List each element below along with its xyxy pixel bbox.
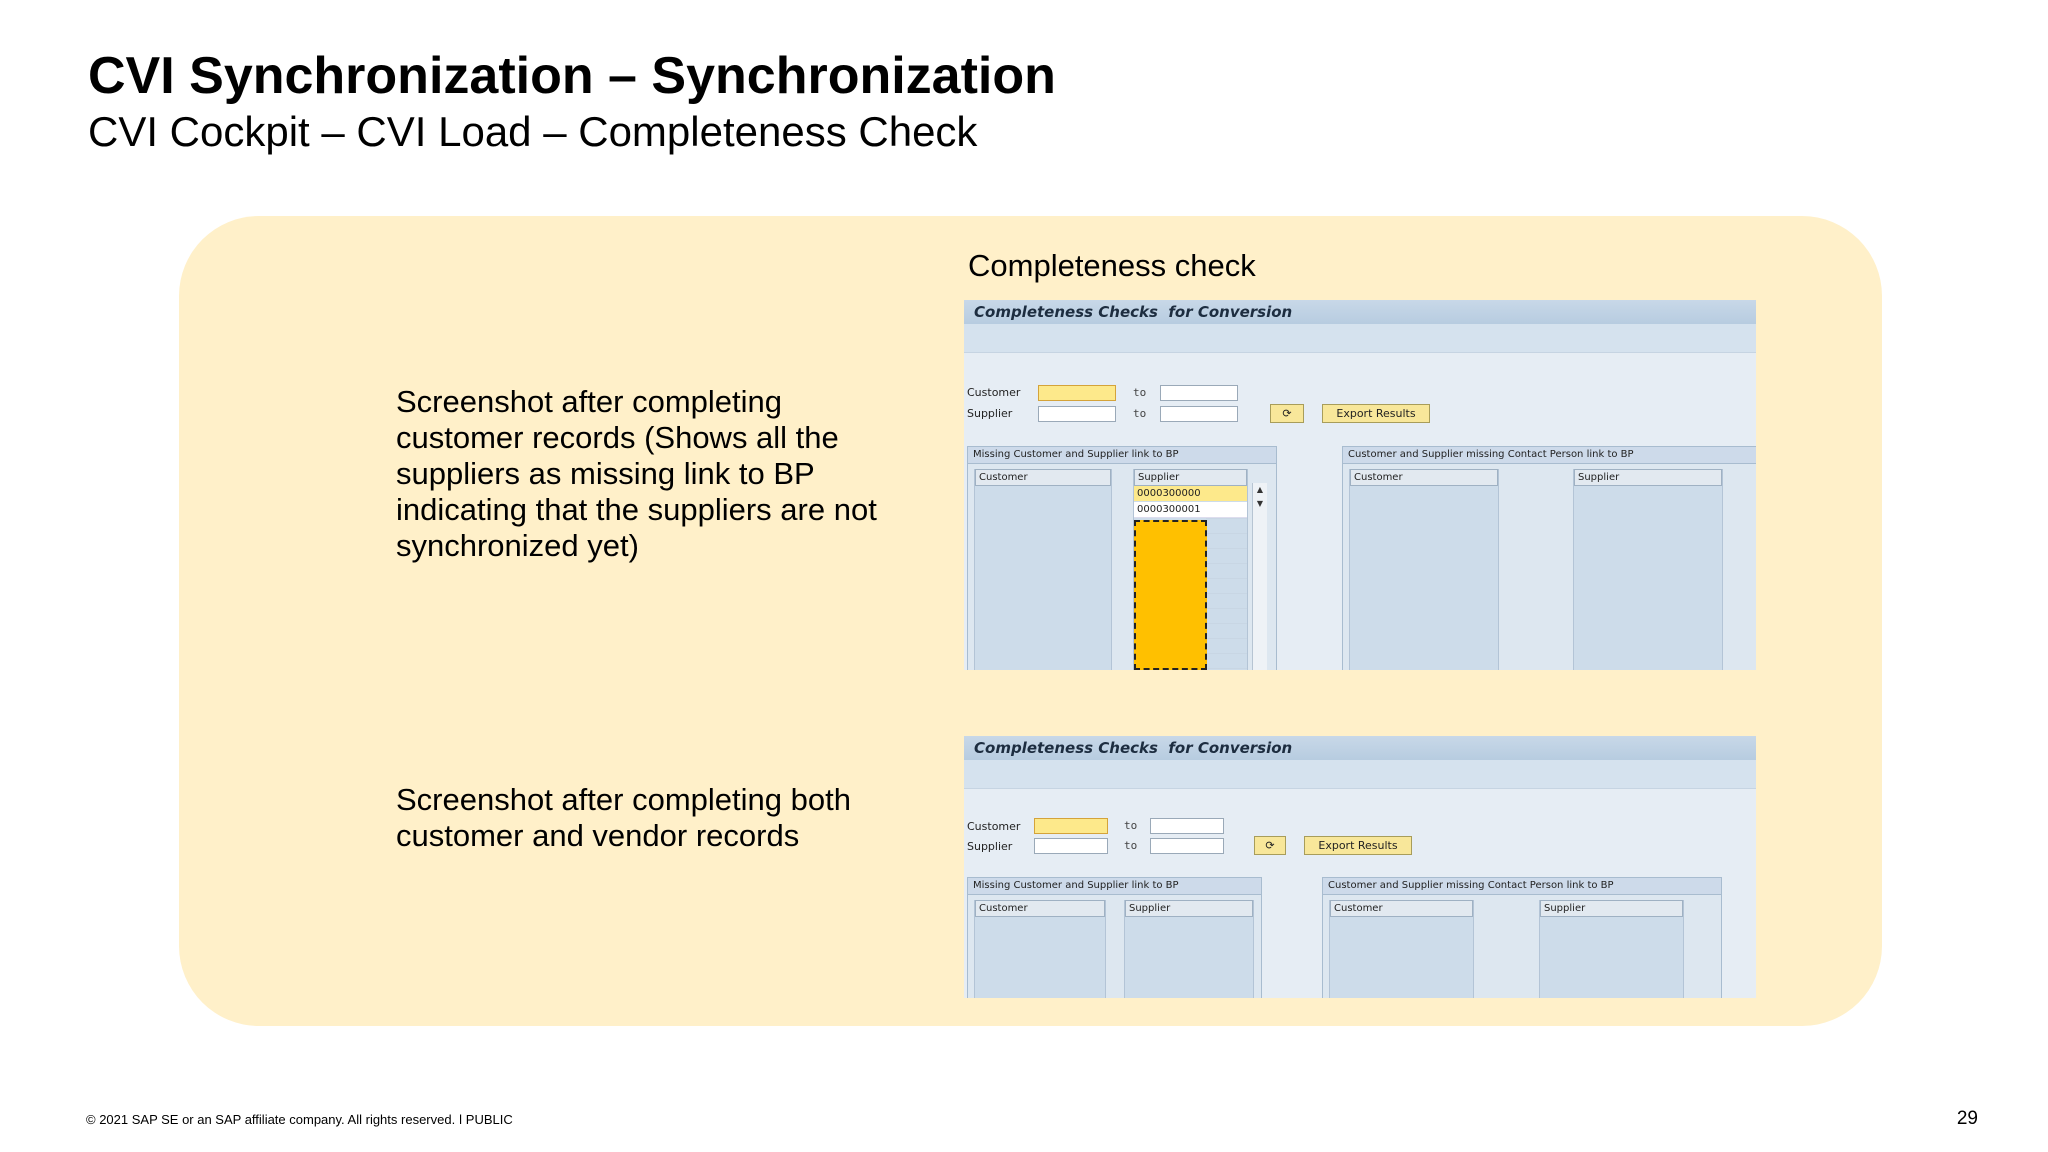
customer-column bbox=[1349, 469, 1499, 670]
group-title: Missing Customer and Supplier link to BP bbox=[968, 878, 1261, 895]
customer-from-input[interactable] bbox=[1034, 818, 1108, 834]
customer-label: Customer bbox=[967, 820, 1021, 833]
to-label: to bbox=[1133, 407, 1147, 420]
description-before: Screenshot after completing customer records (Shows all the suppliers as missing link to BP indicating that the suppliers are not synchronized yet) bbox=[396, 384, 877, 563]
supplier-column bbox=[1573, 469, 1723, 670]
customer-to-input[interactable] bbox=[1150, 818, 1224, 834]
export-results-button[interactable]: Export Results bbox=[1322, 404, 1430, 423]
group-title: Missing Customer and Supplier link to BP bbox=[968, 447, 1276, 464]
to-label: to bbox=[1133, 386, 1147, 399]
supplier-row[interactable]: 0000300000 bbox=[1134, 486, 1247, 501]
supplier-label: Supplier bbox=[967, 407, 1013, 420]
customer-column bbox=[974, 469, 1112, 670]
slide-subtitle: CVI Cockpit – CVI Load – Completeness Check bbox=[88, 108, 978, 155]
toolbar bbox=[964, 324, 1756, 353]
supplier-row[interactable]: 0000300001 bbox=[1134, 502, 1247, 518]
supplier-column-header[interactable]: Supplier bbox=[1574, 469, 1722, 486]
supplier-column-header[interactable]: Supplier bbox=[1125, 900, 1253, 917]
empty-rows bbox=[1206, 518, 1247, 670]
customer-column bbox=[974, 900, 1106, 998]
supplier-column-header[interactable]: Supplier bbox=[1134, 469, 1247, 486]
supplier-column bbox=[1539, 900, 1684, 998]
customer-column-header[interactable]: Customer bbox=[975, 469, 1111, 486]
missing-contact-person-group bbox=[1322, 877, 1722, 998]
supplier-from-input[interactable] bbox=[1038, 406, 1116, 422]
page-number: 29 bbox=[1956, 1108, 1978, 1129]
slide-title: CVI Synchronization – Synchronization bbox=[88, 47, 1056, 105]
export-results-button[interactable]: Export Results bbox=[1304, 836, 1412, 855]
copyright-footer: © 2021 SAP SE or an SAP affiliate company. All rights reserved. ǀ PUBLIC bbox=[86, 1112, 513, 1127]
execute-icon: ⟳ bbox=[1282, 407, 1292, 420]
completeness-check-screen-after bbox=[964, 736, 1756, 998]
missing-bp-link-group bbox=[967, 877, 1262, 998]
customer-column bbox=[1329, 900, 1474, 998]
execute-button[interactable] bbox=[1254, 836, 1286, 855]
customer-column-header[interactable]: Customer bbox=[975, 900, 1105, 917]
execute-button[interactable] bbox=[1270, 404, 1304, 423]
screenshot-caption: Completeness check bbox=[968, 248, 1256, 283]
customer-column-header[interactable]: Customer bbox=[1330, 900, 1473, 917]
customer-label: Customer bbox=[967, 386, 1021, 399]
customer-to-input[interactable] bbox=[1160, 385, 1238, 401]
execute-icon: ⟳ bbox=[1265, 839, 1275, 852]
missing-suppliers-highlight bbox=[1134, 520, 1207, 670]
supplier-scrollbar[interactable] bbox=[1252, 483, 1267, 670]
screen-title: Completeness Checks for Conversion bbox=[964, 736, 1756, 760]
to-label: to bbox=[1124, 839, 1138, 852]
description-after: Screenshot after completing both customer and vendor records bbox=[396, 782, 851, 853]
group-title: Customer and Supplier missing Contact Person link to BP bbox=[1343, 447, 1756, 464]
supplier-to-input[interactable] bbox=[1150, 838, 1224, 854]
toolbar bbox=[964, 760, 1756, 789]
supplier-column bbox=[1124, 900, 1254, 998]
scroll-up-icon[interactable]: ▲ bbox=[1256, 485, 1264, 494]
missing-bp-link-group bbox=[967, 446, 1277, 670]
group-title: Customer and Supplier missing Contact Person link to BP bbox=[1323, 878, 1721, 895]
to-label: to bbox=[1124, 819, 1138, 832]
supplier-from-input[interactable] bbox=[1034, 838, 1108, 854]
scroll-down-icon[interactable]: ▼ bbox=[1256, 499, 1264, 508]
supplier-column-header[interactable]: Supplier bbox=[1540, 900, 1683, 917]
completeness-check-screen-before bbox=[964, 300, 1756, 670]
screen-title: Completeness Checks for Conversion bbox=[964, 300, 1756, 324]
customer-column-header[interactable]: Customer bbox=[1350, 469, 1498, 486]
missing-contact-person-group bbox=[1342, 446, 1756, 670]
customer-from-input[interactable] bbox=[1038, 385, 1116, 401]
supplier-label: Supplier bbox=[967, 840, 1013, 853]
supplier-to-input[interactable] bbox=[1160, 406, 1238, 422]
